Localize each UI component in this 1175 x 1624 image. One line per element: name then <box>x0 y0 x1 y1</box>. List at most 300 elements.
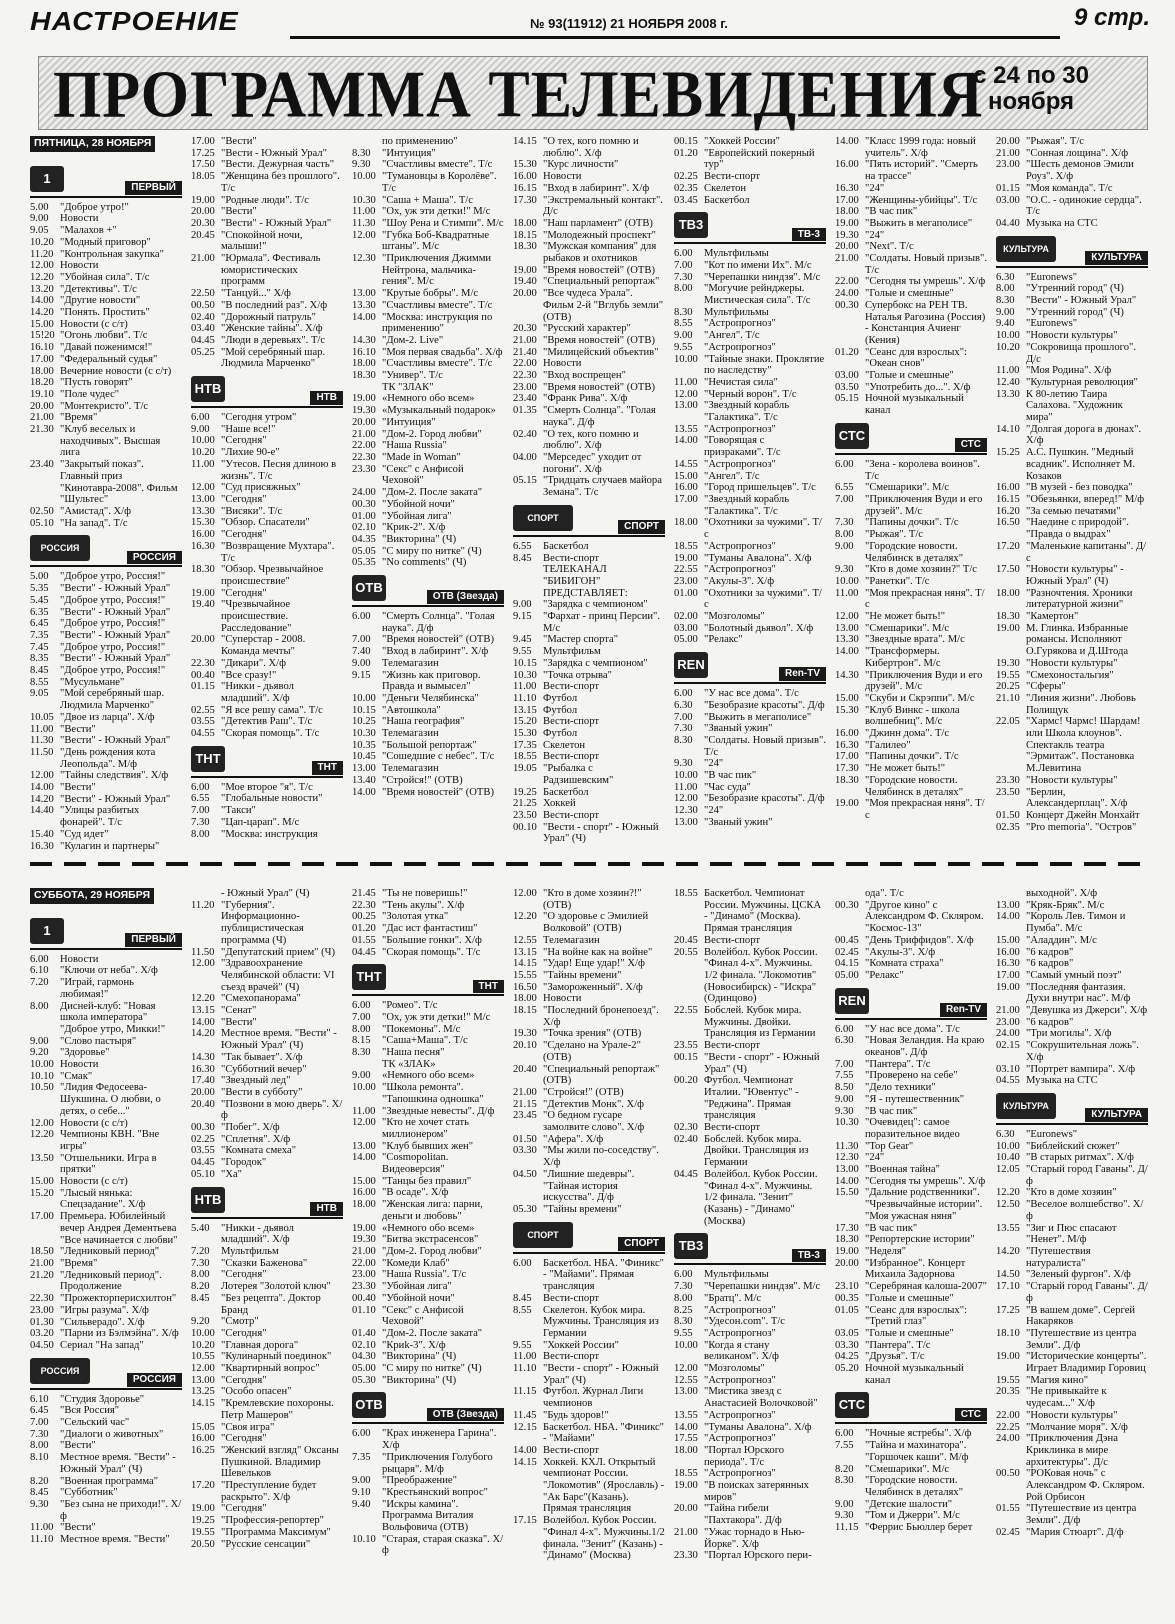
program-title: "Черепашки ниндзя". М/с <box>704 1281 821 1293</box>
program-entry <box>352 1000 504 1012</box>
program-title: "Городские новости. Челябинск в деталях" <box>865 1475 964 1498</box>
program-title: Супербокс на РЕН ТВ. Наталья Рагозина (Россия) - Констанция Ачиенг (Кения) <box>865 299 986 346</box>
program-entry <box>835 646 987 669</box>
program-time: 23.40 <box>513 393 537 405</box>
program-time: 10.40 <box>996 1152 1020 1164</box>
program-time: 13.00 <box>352 1140 376 1152</box>
program-entry <box>513 681 665 693</box>
program-title: "Голые и смешные" <box>865 1292 954 1304</box>
program-time: 11.15 <box>835 1522 859 1534</box>
program-entry <box>513 564 665 599</box>
program-entry <box>352 195 504 207</box>
program-time: 9.00 <box>30 213 49 225</box>
program-title: "Клуб Винкс - школа волшебниц". М/с <box>865 704 960 728</box>
program-title: "Город пришельцев". Т/с <box>704 482 816 494</box>
program-title: "Клуб веселых и находчивых". Высшая лига <box>60 424 161 459</box>
program-time: 22.30 <box>191 657 215 669</box>
program-title: Новости (с с/т) <box>60 1117 128 1129</box>
program-title: "Вести" <box>221 206 257 218</box>
program-entry <box>30 1258 182 1270</box>
program-time: 8.20 <box>191 1281 210 1293</box>
program-time: 14.00 <box>352 311 376 323</box>
program-title: ТЕЛЕКАНАЛ "БИБИГОН" ПРЕДСТАВЛЯЕТ: <box>543 564 628 599</box>
program-title: "Мы жили по-соседству". Х/ф <box>543 1145 659 1169</box>
program-title: Сериал "На запад" <box>60 1339 144 1351</box>
program-time: 02.35 <box>674 182 698 194</box>
program-entry <box>30 307 182 319</box>
program-title: "Зиг и Пюс спасают "Ненет". М/ф <box>1026 1222 1117 1246</box>
program-title: "Зарядка с чемпионом" <box>543 599 648 611</box>
program-time: 14.30 <box>352 334 376 346</box>
program-entry <box>996 136 1148 148</box>
program-time: 18.50 <box>30 1246 54 1258</box>
program-entry <box>996 1064 1148 1076</box>
program-time: 11.00 <box>674 376 698 388</box>
program-title: "Старый город Гаваны". Д/ф <box>1026 1281 1148 1304</box>
program-title: "Время новостей" (ОТВ) <box>543 334 655 346</box>
channel-name: НТВ <box>310 1202 343 1216</box>
program-time: 9.10 <box>352 1486 371 1498</box>
program-entry <box>674 553 826 565</box>
program-time: 02.00 <box>674 611 698 623</box>
program-time: 10.10 <box>30 1070 54 1082</box>
program-entry <box>352 740 504 752</box>
program-time: 7.00 <box>352 1011 371 1023</box>
program-title: Новости <box>60 213 99 225</box>
program-time: 03.45 <box>674 194 698 206</box>
program-entry <box>30 1534 182 1546</box>
program-title: "Женщины-убийцы". Т/с <box>865 194 978 206</box>
saturday-schedule <box>30 888 1150 1618</box>
program-title: Волейбол. Кубок России. "Финал 4-х". Мужчины.1/2 финала. "Зенит" (Казань) - "Динамо" (Москва) <box>543 1515 665 1562</box>
program-time: 02.40 <box>191 311 215 323</box>
program-title: "Детектив Монк". Х/ф <box>543 1098 645 1110</box>
program-entry <box>996 377 1148 389</box>
program-time: 04.40 <box>996 217 1020 229</box>
program-title: "Вести" - Южный Урал" <box>60 735 171 747</box>
program-title: "На запад". Т/с <box>60 517 128 529</box>
program-entry <box>996 1351 1148 1374</box>
program-entry <box>30 595 182 607</box>
program-entry <box>513 1445 665 1457</box>
program-entry <box>30 1047 182 1059</box>
program-entry <box>674 424 826 436</box>
program-title: "Мой серебряный шар. Людмила Марченко" <box>60 688 165 712</box>
program-entry <box>352 452 504 464</box>
program-time: 9.40 <box>352 1498 371 1510</box>
program-entry <box>191 1316 343 1328</box>
program-title: "Вести. Дежурная часть" <box>221 159 335 171</box>
program-entry <box>996 1223 1148 1246</box>
program-time: 14.55 <box>674 458 698 470</box>
program-time: 6.00 <box>835 1023 854 1035</box>
program-title: "Моя Родина". Х/ф <box>1026 365 1112 377</box>
program-entry <box>352 751 504 763</box>
program-entry <box>513 195 665 218</box>
program-title: "Женщина без прошлого". Т/с <box>221 171 340 194</box>
program-time: 15.30 <box>513 728 537 740</box>
program-time: 21.15 <box>513 1098 537 1110</box>
program-entry <box>513 1005 665 1028</box>
program-title: "Детские шалости" <box>865 1498 953 1510</box>
program-title: "Возвращение Мухтара". Т/с <box>221 540 335 564</box>
program-time: 15.00 <box>352 1175 376 1187</box>
program-time: 01.10 <box>352 1304 376 1316</box>
program-time: 20.35 <box>996 1386 1020 1398</box>
program-title: "Сеанс для взрослых": "Третий глаз" <box>865 1304 967 1328</box>
program-title: "Смешарики". М/с <box>865 622 950 634</box>
program-time: 7.40 <box>352 646 371 658</box>
program-title: "Смехоностальгия" <box>1026 669 1114 681</box>
day-label: ПЯТНИЦА, 28 НОЯБРЯ <box>30 136 155 152</box>
program-time: 03.20 <box>30 1328 54 1340</box>
day-divider <box>30 862 1148 866</box>
program-entry <box>513 958 665 970</box>
program-title: "Исторические концерты". Играет Владимир Горовиц <box>1026 1351 1147 1375</box>
channel-logo: СТС <box>835 423 869 449</box>
program-title: "Криk-3". Х/ф <box>382 1339 446 1351</box>
program-entry <box>191 888 343 900</box>
program-time: 11.00 <box>352 1105 376 1117</box>
program-entry <box>30 794 182 806</box>
program-time: 02.10 <box>352 522 376 534</box>
program-time: 03.40 <box>191 323 215 335</box>
program-time: 13.00 <box>191 493 215 505</box>
program-entry <box>674 1527 826 1550</box>
program-time: 10.20 <box>191 447 215 459</box>
program-title: "Портал Юрского периода". Т/с <box>704 1444 785 1468</box>
program-title: Новости (с с/т) <box>60 318 128 330</box>
program-time: 8.45 <box>513 1292 532 1304</box>
program-time: 02.10 <box>352 1339 376 1351</box>
program-title: "Женский взгляд" Оксаны Пушкиной. Владимир Шевельков <box>221 1444 339 1480</box>
program-title: "Euronews" <box>1026 318 1078 330</box>
program-entry <box>191 1445 343 1480</box>
program-time: 21.00 <box>191 253 215 265</box>
program-entry <box>352 670 504 693</box>
program-title: "В час пик" <box>865 1105 918 1117</box>
program-title: "Субботний вечер" <box>221 1063 307 1075</box>
program-time: 10.15 <box>352 704 376 716</box>
program-time: 14.00 <box>352 1152 376 1164</box>
program-time: 15.30 <box>513 159 537 171</box>
program-title: "Euronews" <box>1026 271 1078 283</box>
schedule-column <box>674 888 826 1618</box>
program-time: 15.05 <box>191 1421 215 1433</box>
program-title: "Выжить в мегаполисе" <box>704 711 812 723</box>
program-title: "Ангел". Т/с <box>704 330 760 342</box>
program-entry <box>352 1246 504 1258</box>
program-title: "Дикари". Х/ф <box>221 657 286 669</box>
program-time: 21.00 <box>513 334 537 346</box>
program-time: 21.30 <box>30 424 54 436</box>
program-entry <box>513 1258 665 1293</box>
program-title: Волейбол. Кубок России. "Финал 4-х". Мужчины. 1/2 финала. "Локомотив" (Новосибирск) - "Искра" (Одинцово) <box>704 946 818 1005</box>
program-entry <box>835 1141 987 1153</box>
program-entry <box>996 623 1148 658</box>
program-time: 00.50 <box>191 299 215 311</box>
program-time: 12.30 <box>352 253 376 265</box>
program-title: "Звездный лед" <box>221 1075 291 1087</box>
program-title: "Ужас торнадо в Нью-Йорке". Х/ф <box>704 1526 805 1550</box>
channel-header <box>996 236 1148 268</box>
program-entry <box>352 1199 504 1222</box>
program-title: "Скорая помощь". Т/с <box>221 728 320 740</box>
program-entry <box>835 1340 987 1352</box>
program-entry <box>30 665 182 677</box>
program-title: "Приключения Вуди и его друзей". М/с <box>865 493 983 517</box>
program-title: "Нечистая сила" <box>704 376 778 388</box>
program-entry <box>30 724 182 736</box>
program-time: 13.00 <box>835 622 859 634</box>
program-time: 14.20 <box>30 793 54 805</box>
program-entry <box>352 1281 504 1293</box>
program-entry <box>513 218 665 230</box>
program-time: 10.00 <box>30 1059 54 1071</box>
program-entry <box>352 206 504 218</box>
program-entry <box>513 405 665 428</box>
program-time: 12.20 <box>513 911 537 923</box>
program-title: "Рыбалка с Радзишевским" <box>543 763 614 786</box>
program-title: "Студия Здоровье" <box>60 1393 145 1405</box>
program-entry <box>30 1499 182 1522</box>
program-time: 10.00 <box>674 770 698 782</box>
program-entry <box>996 330 1148 342</box>
program-title: "Рыжая". Т/с <box>1026 136 1084 147</box>
channel-name: РОССИЯ <box>127 551 182 565</box>
program-title: "РОКовая ночь" с Александром Ф. Скляром. Рой Орбисон <box>1026 1468 1145 1503</box>
program-entry <box>674 947 826 1006</box>
program-time: 18.55 <box>674 888 698 899</box>
program-time: 7.00 <box>674 259 693 271</box>
program-entry <box>30 805 182 828</box>
program-time: 10.00 <box>191 435 215 447</box>
program-entry <box>191 805 343 817</box>
program-entry <box>835 1440 987 1463</box>
program-entry <box>835 517 987 529</box>
program-time: 03.30 <box>835 1339 859 1351</box>
program-title: "Сегодня ты умрешь". Х/ф <box>865 276 986 288</box>
channel-header <box>30 918 182 950</box>
program-time: 9.15 <box>352 669 371 681</box>
program-title: "Саша+Маша". Т/с <box>382 1035 468 1047</box>
program-time: 10.00 <box>352 692 376 704</box>
program-title: "Охотники за чужими". Т/с <box>704 587 822 611</box>
program-time: 8.00 <box>191 1269 210 1281</box>
program-title: "Комеди Клаб" <box>382 1257 450 1269</box>
program-entry <box>996 272 1148 284</box>
program-entry <box>513 670 665 682</box>
program-title: Баскетбол <box>543 540 589 552</box>
program-title: "Я - путешественник" <box>865 1093 965 1105</box>
program-time: 7.30 <box>674 723 693 735</box>
program-entry <box>191 482 343 494</box>
program-entry <box>674 793 826 805</box>
channel-logo: НТВ <box>191 376 225 402</box>
program-time: 10.00 <box>835 575 859 587</box>
channel-name: ПЕРВЫЙ <box>125 933 182 947</box>
program-time: 17.35 <box>513 739 537 751</box>
program-entry <box>30 770 182 782</box>
program-time: 13.00 <box>674 400 698 412</box>
program-title: "Тайна и махинатора". "Горшочек каши". М/ф <box>865 1440 969 1463</box>
program-title: "Курс личности" <box>543 159 619 171</box>
channel-logo: КУЛЬТУРА <box>996 1093 1056 1119</box>
program-entry <box>191 947 343 959</box>
program-title: "Здоровье" <box>60 1047 110 1059</box>
program-entry <box>191 506 343 518</box>
program-entry <box>835 611 987 623</box>
program-time: 05.00 <box>835 969 859 981</box>
program-entry <box>30 459 182 506</box>
program-time: 23.00 <box>352 1269 376 1281</box>
program-time: 12.00 <box>191 482 215 494</box>
program-entry <box>996 670 1148 682</box>
program-time: 8.45 <box>30 665 49 677</box>
program-title: "Мозголомы" <box>704 1363 765 1375</box>
program-entry <box>674 564 826 576</box>
program-time: 8.30 <box>674 1316 693 1328</box>
program-title: "Релакс" <box>865 969 904 981</box>
program-time: 23.30 <box>674 1550 698 1562</box>
program-time: 17.00 <box>674 493 698 505</box>
program-title: "Счастливы вместе". Т/с <box>382 358 493 370</box>
schedule-column <box>191 888 343 1618</box>
program-title: "Зарядка с чемпионом" <box>543 657 648 669</box>
program-entry <box>996 482 1148 494</box>
program-title: Скелетон. Кубок мира. Мужчины. Трансляция из Германии <box>543 1304 659 1339</box>
header-rule <box>290 36 1060 39</box>
program-time: 15.00 <box>30 1176 54 1188</box>
program-time: 8.00 <box>30 1000 49 1012</box>
program-title: "В час пик" <box>865 1222 918 1234</box>
program-title: Телемагазин <box>382 763 439 775</box>
program-title: "Лысый нянька: Спецзадание". Х/ф <box>60 1187 146 1211</box>
program-title: "Спокойной ночи, малыши!" <box>221 229 303 253</box>
program-title: "Другие новости" <box>60 295 141 307</box>
channel-header <box>191 1187 343 1219</box>
program-entry <box>674 171 826 183</box>
friday-schedule <box>30 136 1150 856</box>
program-title: "Ледниковый период". Продолжение <box>60 1269 162 1293</box>
program-time: 14.00 <box>352 786 376 798</box>
program-time: 03.55 <box>191 1145 215 1157</box>
program-entry <box>513 159 665 171</box>
program-entry <box>352 522 504 534</box>
program-title: "Мусульмане" <box>60 676 125 688</box>
program-time: 11.30 <box>30 735 54 747</box>
program-time: 6.00 <box>835 1428 854 1440</box>
program-title: "Сильверадо". Х/ф <box>60 1316 145 1328</box>
program-time: 02.25 <box>191 1133 215 1145</box>
program-entry <box>30 1305 182 1317</box>
program-title: "Специальный репортаж" (ОТВ) <box>543 1063 660 1087</box>
program-entry <box>30 1429 182 1441</box>
program-entry <box>674 148 826 171</box>
program-time: 04.30 <box>352 1351 376 1363</box>
program-title: "Астропрогноз" <box>704 1304 776 1316</box>
program-time: 19.00 <box>996 622 1020 634</box>
program-title: "Дальние родственники". "Чрезвычайные истории". "Моя ужасная няня" <box>865 1187 983 1222</box>
program-entry <box>513 705 665 717</box>
program-title: "Пусть говорят" <box>60 377 133 389</box>
program-title: "Крик-2". Х/ф <box>382 522 446 534</box>
program-entry <box>191 670 343 682</box>
program-entry <box>835 728 987 740</box>
program-entry <box>352 370 504 382</box>
program-entry <box>674 307 826 319</box>
program-time: 9.00 <box>30 1035 49 1047</box>
program-title: "Особо опасен" <box>221 1386 292 1398</box>
program-title: "Вести" <box>60 723 96 735</box>
program-time: 18.30 <box>835 1234 859 1246</box>
program-entry <box>674 400 826 423</box>
program-title: "Выжить в мегаполисе" <box>865 217 973 229</box>
program-time: 21.00 <box>674 1526 698 1538</box>
program-title: "Битва экстрасенсов" <box>382 1234 479 1246</box>
program-title: "Кто в доме хозяин?!" (ОТВ) <box>543 888 642 911</box>
program-time: 00.10 <box>513 821 537 833</box>
program-title: "Астропрогноз" <box>704 540 776 552</box>
program-time: 19.00 <box>996 981 1020 993</box>
program-time: 17.20 <box>191 1480 215 1492</box>
program-title: "Шоу Рена и Стимпи". М/с <box>382 217 504 229</box>
program-entry <box>513 1087 665 1099</box>
program-title: "В поисках затерянных миров" <box>704 1480 809 1503</box>
program-entry <box>191 1351 343 1363</box>
program-time: 5.00 <box>30 201 49 213</box>
program-title: Скелетон <box>704 182 747 194</box>
program-entry <box>352 1141 504 1153</box>
program-title: "Городские новости. Челябинск в деталях" <box>865 540 964 564</box>
program-time: 14.30 <box>835 669 859 681</box>
program-title: Волейбол. Кубок России. "Финал 4-х". Мужчины. 1/2 финала. "Зенит" (Казань) - "Динамо" (Москва) <box>704 1168 818 1227</box>
program-entry <box>674 1293 826 1305</box>
channel-name: ОТВ (Звезда) <box>427 590 504 604</box>
program-time: 03.00 <box>996 194 1020 206</box>
program-title: "Король Лев. Тимон и Пумба". М/с <box>1026 911 1126 935</box>
program-entry <box>30 377 182 389</box>
program-time: 14.00 <box>835 646 859 658</box>
program-entry <box>191 1223 343 1246</box>
program-title: "Позвони в мою дверь". Х/ф <box>221 1098 343 1122</box>
program-title: "Интуиция" <box>382 416 436 428</box>
program-time: 17.00 <box>30 1211 54 1223</box>
program-time: 01.55 <box>996 1503 1020 1515</box>
program-time: 16.50 <box>996 517 1020 529</box>
program-title: "Монтекристо". Т/с <box>60 400 149 412</box>
program-entry <box>352 658 504 670</box>
program-time: 19.25 <box>191 1515 215 1527</box>
program-time: 19.55 <box>996 669 1020 681</box>
program-title: "Безобразие красоты". Д/ф <box>704 699 825 711</box>
program-time: 02.55 <box>191 704 215 716</box>
program-time: 00.35 <box>835 1292 859 1304</box>
channel-logo: РОССИЯ <box>30 535 90 561</box>
program-time: 21.00 <box>513 1086 537 1098</box>
program-time: 22.00 <box>513 358 537 370</box>
program-title: Музыка на СТС <box>1026 217 1098 229</box>
program-title: "24" <box>704 805 724 817</box>
program-entry <box>352 1428 504 1451</box>
program-title: "Убойной ночи" <box>382 1292 455 1304</box>
program-time: 20.40 <box>191 1098 215 1110</box>
program-entry <box>835 1234 987 1246</box>
program-title: "Диалоги о животных" <box>60 1428 164 1440</box>
program-time: 15.00 <box>30 318 54 330</box>
program-title: "Хоккей России" <box>543 1339 619 1351</box>
program-entry <box>352 728 504 740</box>
